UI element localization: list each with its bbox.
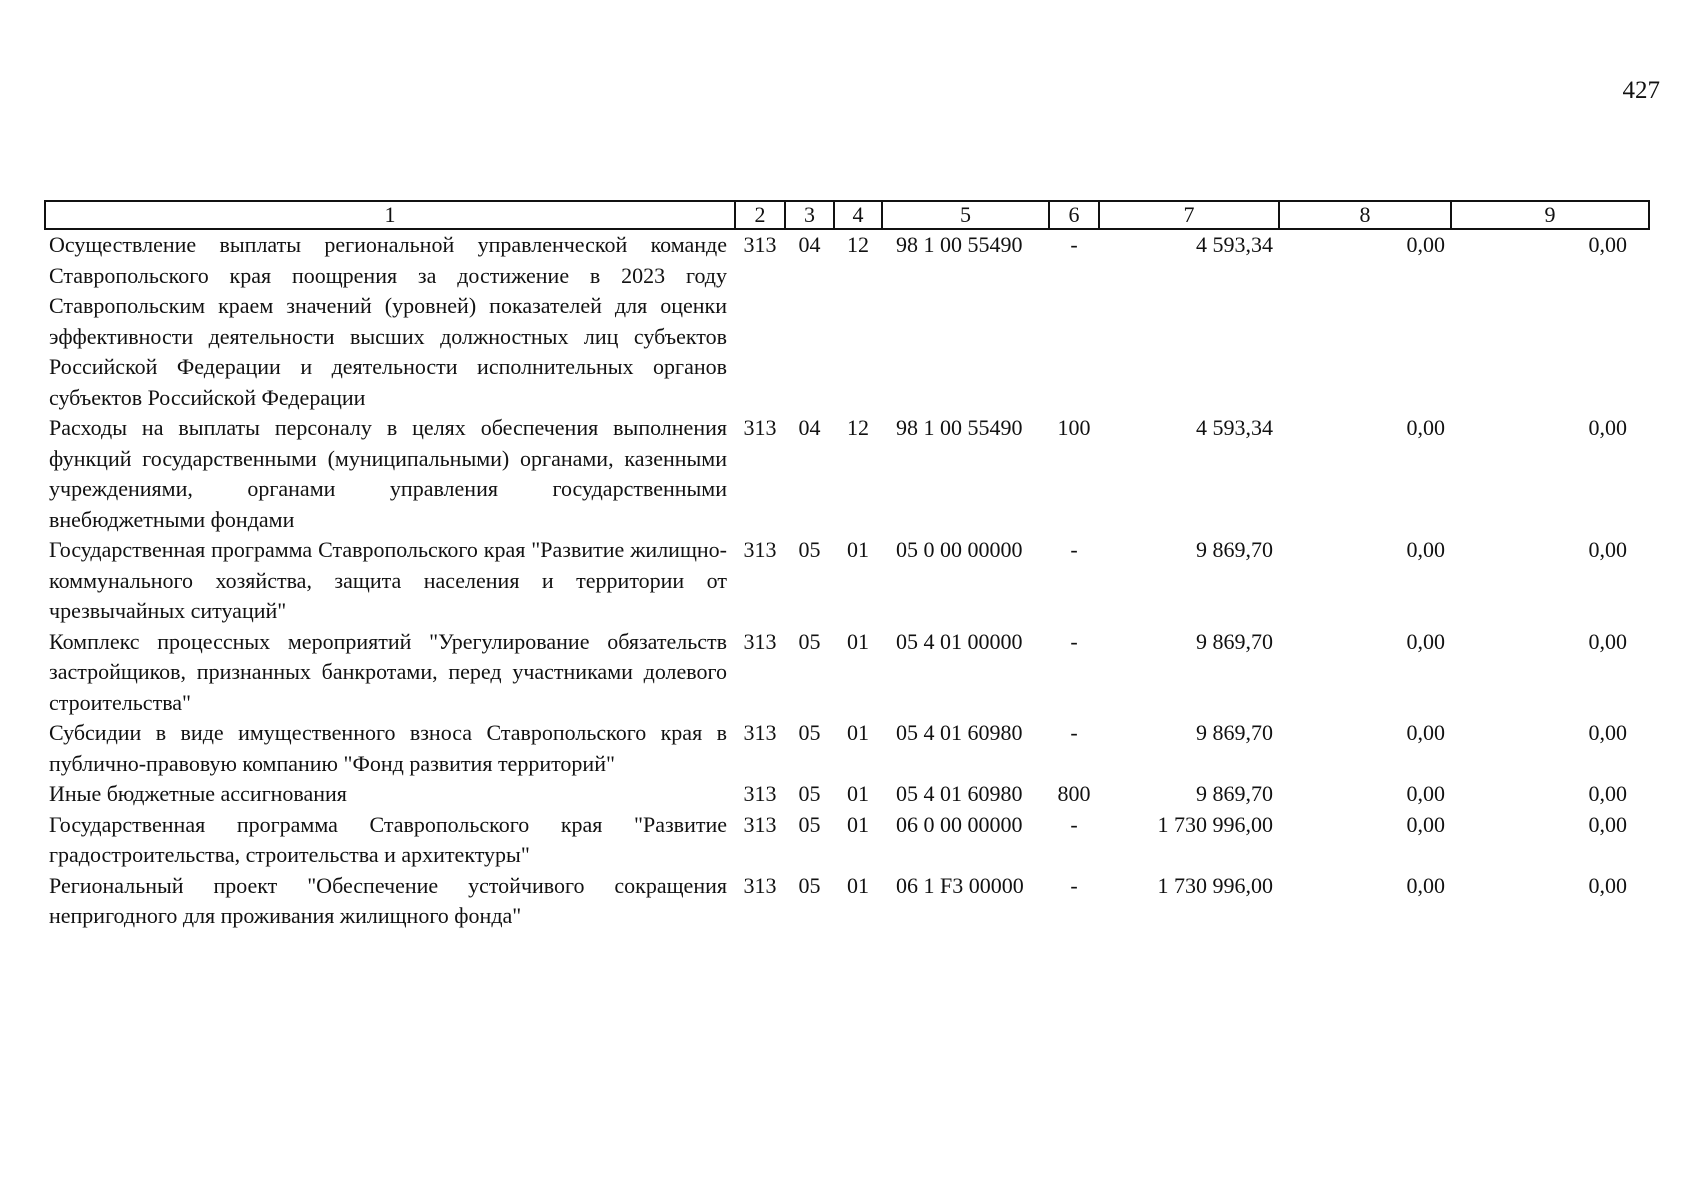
row-dept-code: 313 [743,781,777,806]
row-amount-col9: 0,00 [1588,537,1627,562]
row-name: Комплекс процессных мероприятий "Урегулирование обязательств застройщиков, признанных банкротами, перед участниками долевого строительства" [49,628,727,715]
table-row [45,627,1649,719]
table-row [45,535,1649,627]
row-amount-col7: 1 730 996,00 [1157,872,1273,898]
row-amount-col7: 4 593,34 [1196,232,1273,257]
row-subsection-code: 12 [847,415,869,440]
row-target-article: 98 1 00 55490 [896,415,1023,440]
row-target-article: 05 4 01 00000 [896,628,1023,654]
row-section-code: 04 [798,415,821,440]
row-section-code: 05 [798,720,821,745]
row-amount-col9: 0,00 [1588,720,1627,745]
header-col-5: 5 [882,201,1049,229]
table-body [45,229,1649,932]
page-number: 427 [1622,77,1660,104]
row-name: Государственная программа Ставропольского края "Развитие жилищно-коммунального хозяйства, защита населения и территории от чрезвычайных ситуаций" [49,537,727,623]
header-col-4: 4 [834,201,882,229]
row-dept-code: 313 [743,415,777,440]
row-target-article: 05 0 00 00000 [896,537,1023,562]
row-amount-col8: 0,00 [1406,781,1445,806]
row-amount-col9: 0,00 [1588,232,1627,257]
row-amount-col7: 9 869,70 [1196,537,1273,562]
row-subsection-code: 01 [847,720,869,745]
header-col-6: 6 [1049,201,1099,229]
row-amount-col9: 0,00 [1588,872,1627,898]
row-expense-type: - [1070,720,1078,745]
row-dept-code: 313 [743,811,777,837]
row-dept-code: 313 [743,232,777,257]
row-expense-type: - [1070,628,1078,654]
row-amount-col8: 0,00 [1406,232,1445,257]
row-subsection-code: 01 [847,872,869,898]
row-amount-col7: 9 869,70 [1196,628,1273,654]
row-amount-col7: 9 869,70 [1196,781,1273,806]
header-col-1: 1 [45,201,735,229]
row-subsection-code: 12 [847,232,869,257]
row-name: Региональный проект "Обеспечение устойчивого сокращения непригодного для проживания жилищного фонда" [49,872,727,928]
row-dept-code: 313 [743,872,777,898]
row-dept-code: 313 [743,537,777,562]
row-expense-type: 800 [1057,781,1091,806]
table-row [45,779,1649,810]
row-amount-col7: 4 593,34 [1196,415,1273,440]
row-amount-col9: 0,00 [1588,781,1627,806]
row-amount-col7: 9 869,70 [1196,720,1273,745]
row-subsection-code: 01 [847,628,869,654]
header-col-7: 7 [1099,201,1279,229]
row-amount-col8: 0,00 [1406,537,1445,562]
header-col-9: 9 [1451,201,1649,229]
row-section-code: 05 [798,628,821,654]
row-expense-type: - [1070,232,1078,257]
row-amount-col8: 0,00 [1406,872,1445,898]
row-amount-col8: 0,00 [1406,720,1445,745]
row-amount-col9: 0,00 [1588,811,1627,837]
table-row [45,229,1649,413]
row-target-article: 05 4 01 60980 [896,781,1023,806]
table-row [45,871,1649,932]
table-row [45,810,1649,871]
header-col-3: 3 [785,201,834,229]
row-section-code: 05 [798,872,821,898]
header-col-8: 8 [1279,201,1451,229]
row-target-article: 06 1 F3 00000 [896,872,1024,898]
row-section-code: 04 [798,232,821,257]
row-amount-col9: 0,00 [1588,628,1627,654]
row-amount-col8: 0,00 [1406,415,1445,440]
budget-table [44,200,1650,932]
row-name: Государственная программа Ставропольского края "Развитие градостроительства, строительства и архитектуры" [49,811,727,867]
table-row [45,413,1649,535]
row-target-article: 05 4 01 60980 [896,720,1023,745]
row-amount-col8: 0,00 [1406,628,1445,654]
row-expense-type: - [1070,537,1078,562]
table-row [45,718,1649,779]
row-expense-type: - [1070,872,1078,898]
row-amount-col8: 0,00 [1406,811,1445,837]
row-name: Иные бюджетные ассигнования [49,781,347,806]
row-name: Субсидии в виде имущественного взноса Ставропольского края в публично-правовую компанию "Фонд развития территорий" [49,720,727,776]
row-amount-col7: 1 730 996,00 [1157,811,1273,837]
row-dept-code: 313 [743,628,777,654]
row-target-article: 98 1 00 55490 [896,232,1023,257]
row-target-article: 06 0 00 00000 [896,811,1023,837]
row-dept-code: 313 [743,720,777,745]
row-subsection-code: 01 [847,781,869,806]
row-name: Осуществление выплаты региональной управленческой команде Ставропольского края поощрения за достижение в 2023 году Ставропольским краем значений (уровней) показателей для оценки эффективности деятельности высших должностных лиц субъектов Российской Федерации и деятельности исполнительных органов субъектов Российской Федерации [49,232,727,410]
row-expense-type: 100 [1057,415,1091,440]
header-col-2: 2 [735,201,785,229]
row-expense-type: - [1070,811,1078,837]
row-name: Расходы на выплаты персоналу в целях обеспечения выполнения функций государственными (муниципальными) органами, казенными учреждениями, органами управления государственными внебюджетными фондами [49,415,727,532]
row-section-code: 05 [798,811,821,837]
header-row [45,201,1649,229]
row-subsection-code: 01 [847,537,869,562]
row-section-code: 05 [798,537,821,562]
row-section-code: 05 [798,781,821,806]
row-subsection-code: 01 [847,811,869,837]
table-header [45,201,1649,229]
row-amount-col9: 0,00 [1588,415,1627,440]
